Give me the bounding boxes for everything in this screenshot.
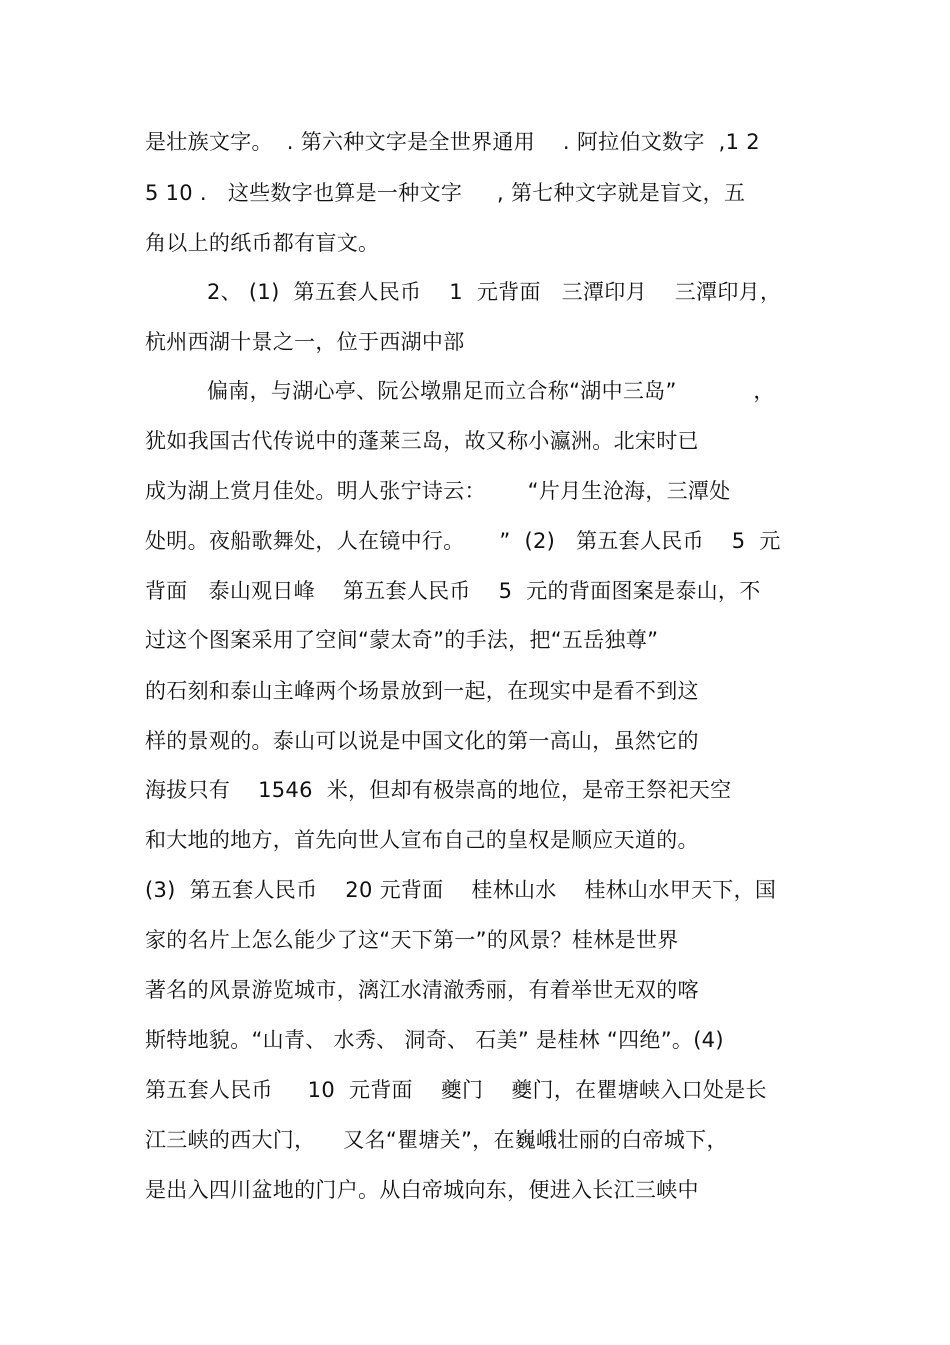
text-line: 犹如我国古代传说中的蓬莱三岛，故又称小瀛洲。北宋时已: [145, 429, 699, 453]
text-line: 的石刻和泰山主峰两个场景放到一起，在现实中是看不到这: [145, 679, 699, 703]
text-line: 是壮族文字。 . 第六种文字是全世界通用 . 阿拉伯文数字 ,1 2: [145, 130, 760, 154]
text-line: 家的名片上怎么能少了这“天下第一”的风景？桂林是世界: [145, 928, 679, 952]
text-line: 偏南，与湖心亭、阮公墩鼎足而立合称“湖中三岛” ，: [207, 379, 775, 403]
text-line: 样的景观的。泰山可以说是中国文化的第一高山，虽然它的: [145, 729, 699, 753]
text-line: 2、 (1) 第五套人民币 1 元背面 三潭印月 三潭印月，: [207, 280, 782, 304]
text-line: 是出入四川盆地的门户。从白帝城向东，便进入长江三峡中: [145, 1178, 699, 1202]
text-line: 斯特地貌。“山青、 水秀、 洞奇、 石美” 是桂林 “四绝”。(4): [145, 1028, 724, 1052]
text-line: 杭州西湖十景之一，位于西湖中部: [145, 330, 465, 354]
text-line: 背面 泰山观日峰 第五套人民币 5 元的背面图案是泰山，不: [145, 579, 761, 603]
text-line: 和大地的地方，首先向世人宣布自己的皇权是顺应天道的。: [145, 828, 699, 852]
text-line: 江三峡的西大门， 又名“瞿塘关”，在巍峨壮丽的白帝城下，: [145, 1128, 728, 1152]
text-line: 过这个图案采用了空间“蒙太奇”的手法，把“五岳独尊”: [145, 628, 659, 652]
text-line: 角以上的纸币都有盲文。: [145, 231, 380, 255]
text-line: 成为湖上赏月佳处。明人张宁诗云： “片月生沧海，三潭处: [145, 479, 731, 503]
text-line: 5 10 . 这些数字也算是一种文字 , 第七种文字就是盲文，五: [145, 181, 746, 205]
text-line: 海拔只有 1546 米，但却有极崇高的地位，是帝王祭祀天空: [145, 778, 732, 802]
text-line: (3) 第五套人民币 20 元背面 桂林山水 桂林山水甲天下，国: [145, 878, 777, 902]
text-line: 著名的风景游览城市，漓江水清澈秀丽，有着举世无双的喀: [145, 978, 699, 1002]
text-line: 第五套人民币 10 元背面 夔门 夔门，在瞿塘峡入口处是长: [145, 1078, 767, 1102]
text-line: 处明。夜船歌舞处，人在镜中行。 ” (2) 第五套人民币 5 元: [145, 529, 781, 553]
